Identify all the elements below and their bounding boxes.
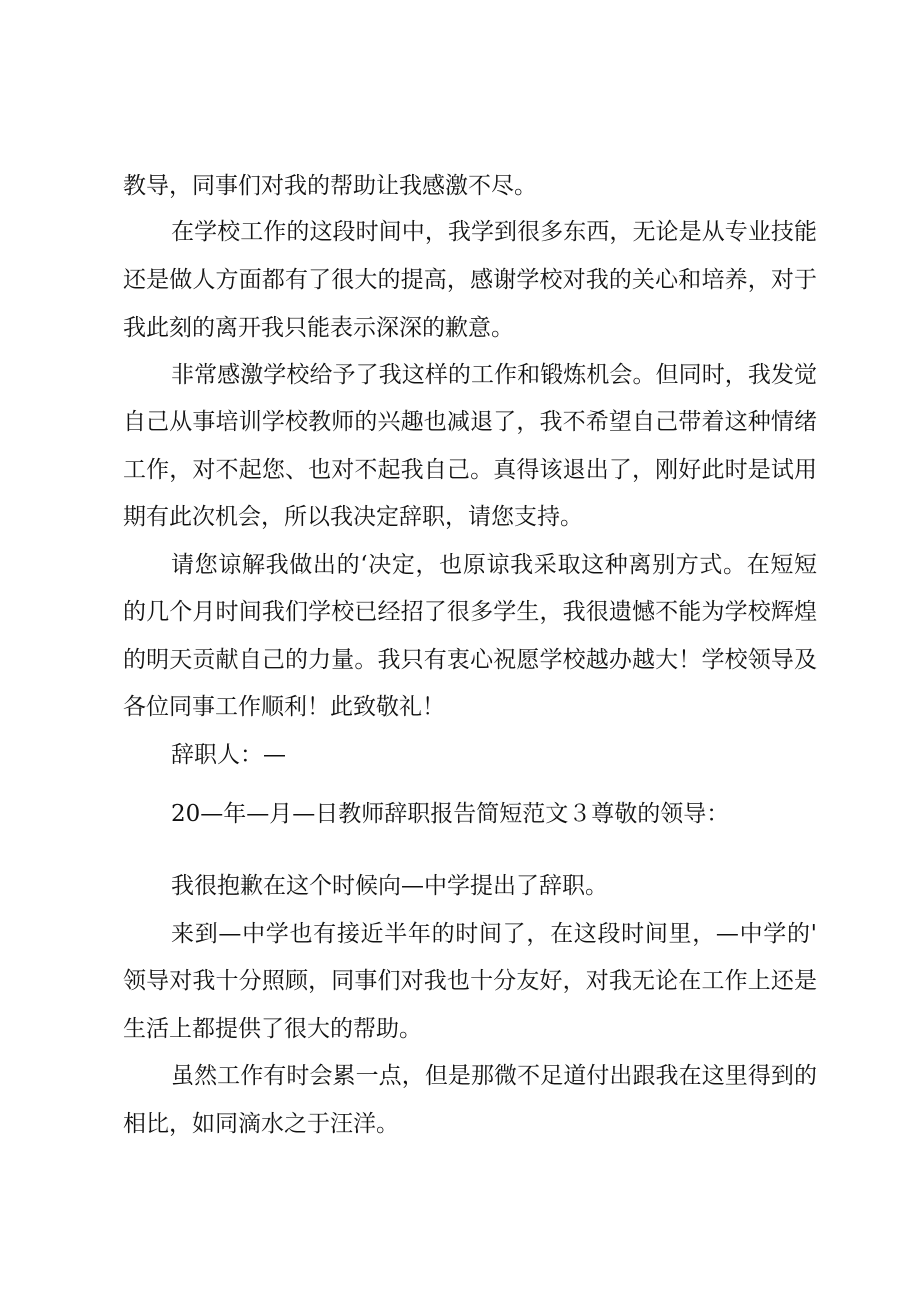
- text-line: 非常感激学校给予了我这样的工作和锻炼机会。但同时，我发觉: [171, 362, 817, 388]
- text-line: 来到—中学也有接近半年的时间了，在这段时间里，—中学的': [171, 921, 817, 947]
- text-line: 我很抱歉在这个时候向—中学提出了辞职。: [171, 873, 608, 899]
- text-line: 在学校工作的这段时间中，我学到很多东西，无论是从专业技能: [171, 219, 817, 245]
- text-line: 教导，同事们对我的帮助让我感激不尽。: [123, 173, 537, 199]
- signature-line: 辞职人：—: [171, 742, 286, 768]
- text-line: 领导对我十分照顾，同事们对我也十分友好，对我无论在工作上还是: [123, 968, 817, 994]
- date-heading-line: 20—年—月—日教师辞职报告简短范文３尊敬的领导：: [171, 801, 730, 827]
- text-line: 虽然工作有时会累一点，但是那微不足道付出跟我在这里得到的: [171, 1063, 817, 1089]
- text-line: 的几个月时间我们学校已经招了很多学生，我很遗憾不能为学校辉煌: [123, 599, 817, 625]
- text-line: 自己从事培训学校教师的兴趣也减退了，我不希望自己带着这种情绪: [123, 409, 817, 435]
- text-line: 生活上都提供了很大的帮助。: [123, 1016, 422, 1042]
- text-line: 我此刻的离开我只能表示深深的歉意。: [123, 315, 514, 341]
- text-line: 工作，对不起您、也对不起我自己。真得该退出了，刚好此时是试用: [123, 457, 817, 483]
- text-line: 的明天贡献自己的力量。我只有衷心祝愿学校越办越大！学校领导及: [123, 647, 817, 673]
- text-line: 期有此次机会，所以我决定辞职，请您支持。: [123, 504, 583, 530]
- text-line: 请您谅解我做出的‘决定，也原谅我采取这种离别方式。在短短: [171, 552, 817, 578]
- text-line: 各位同事工作顺利！此致敬礼！: [123, 694, 445, 720]
- text-line: 相比，如同滴水之于汪洋。: [123, 1111, 399, 1137]
- text-line: 还是做人方面都有了很大的提高，感谢学校对我的关心和培养，对于: [123, 267, 817, 293]
